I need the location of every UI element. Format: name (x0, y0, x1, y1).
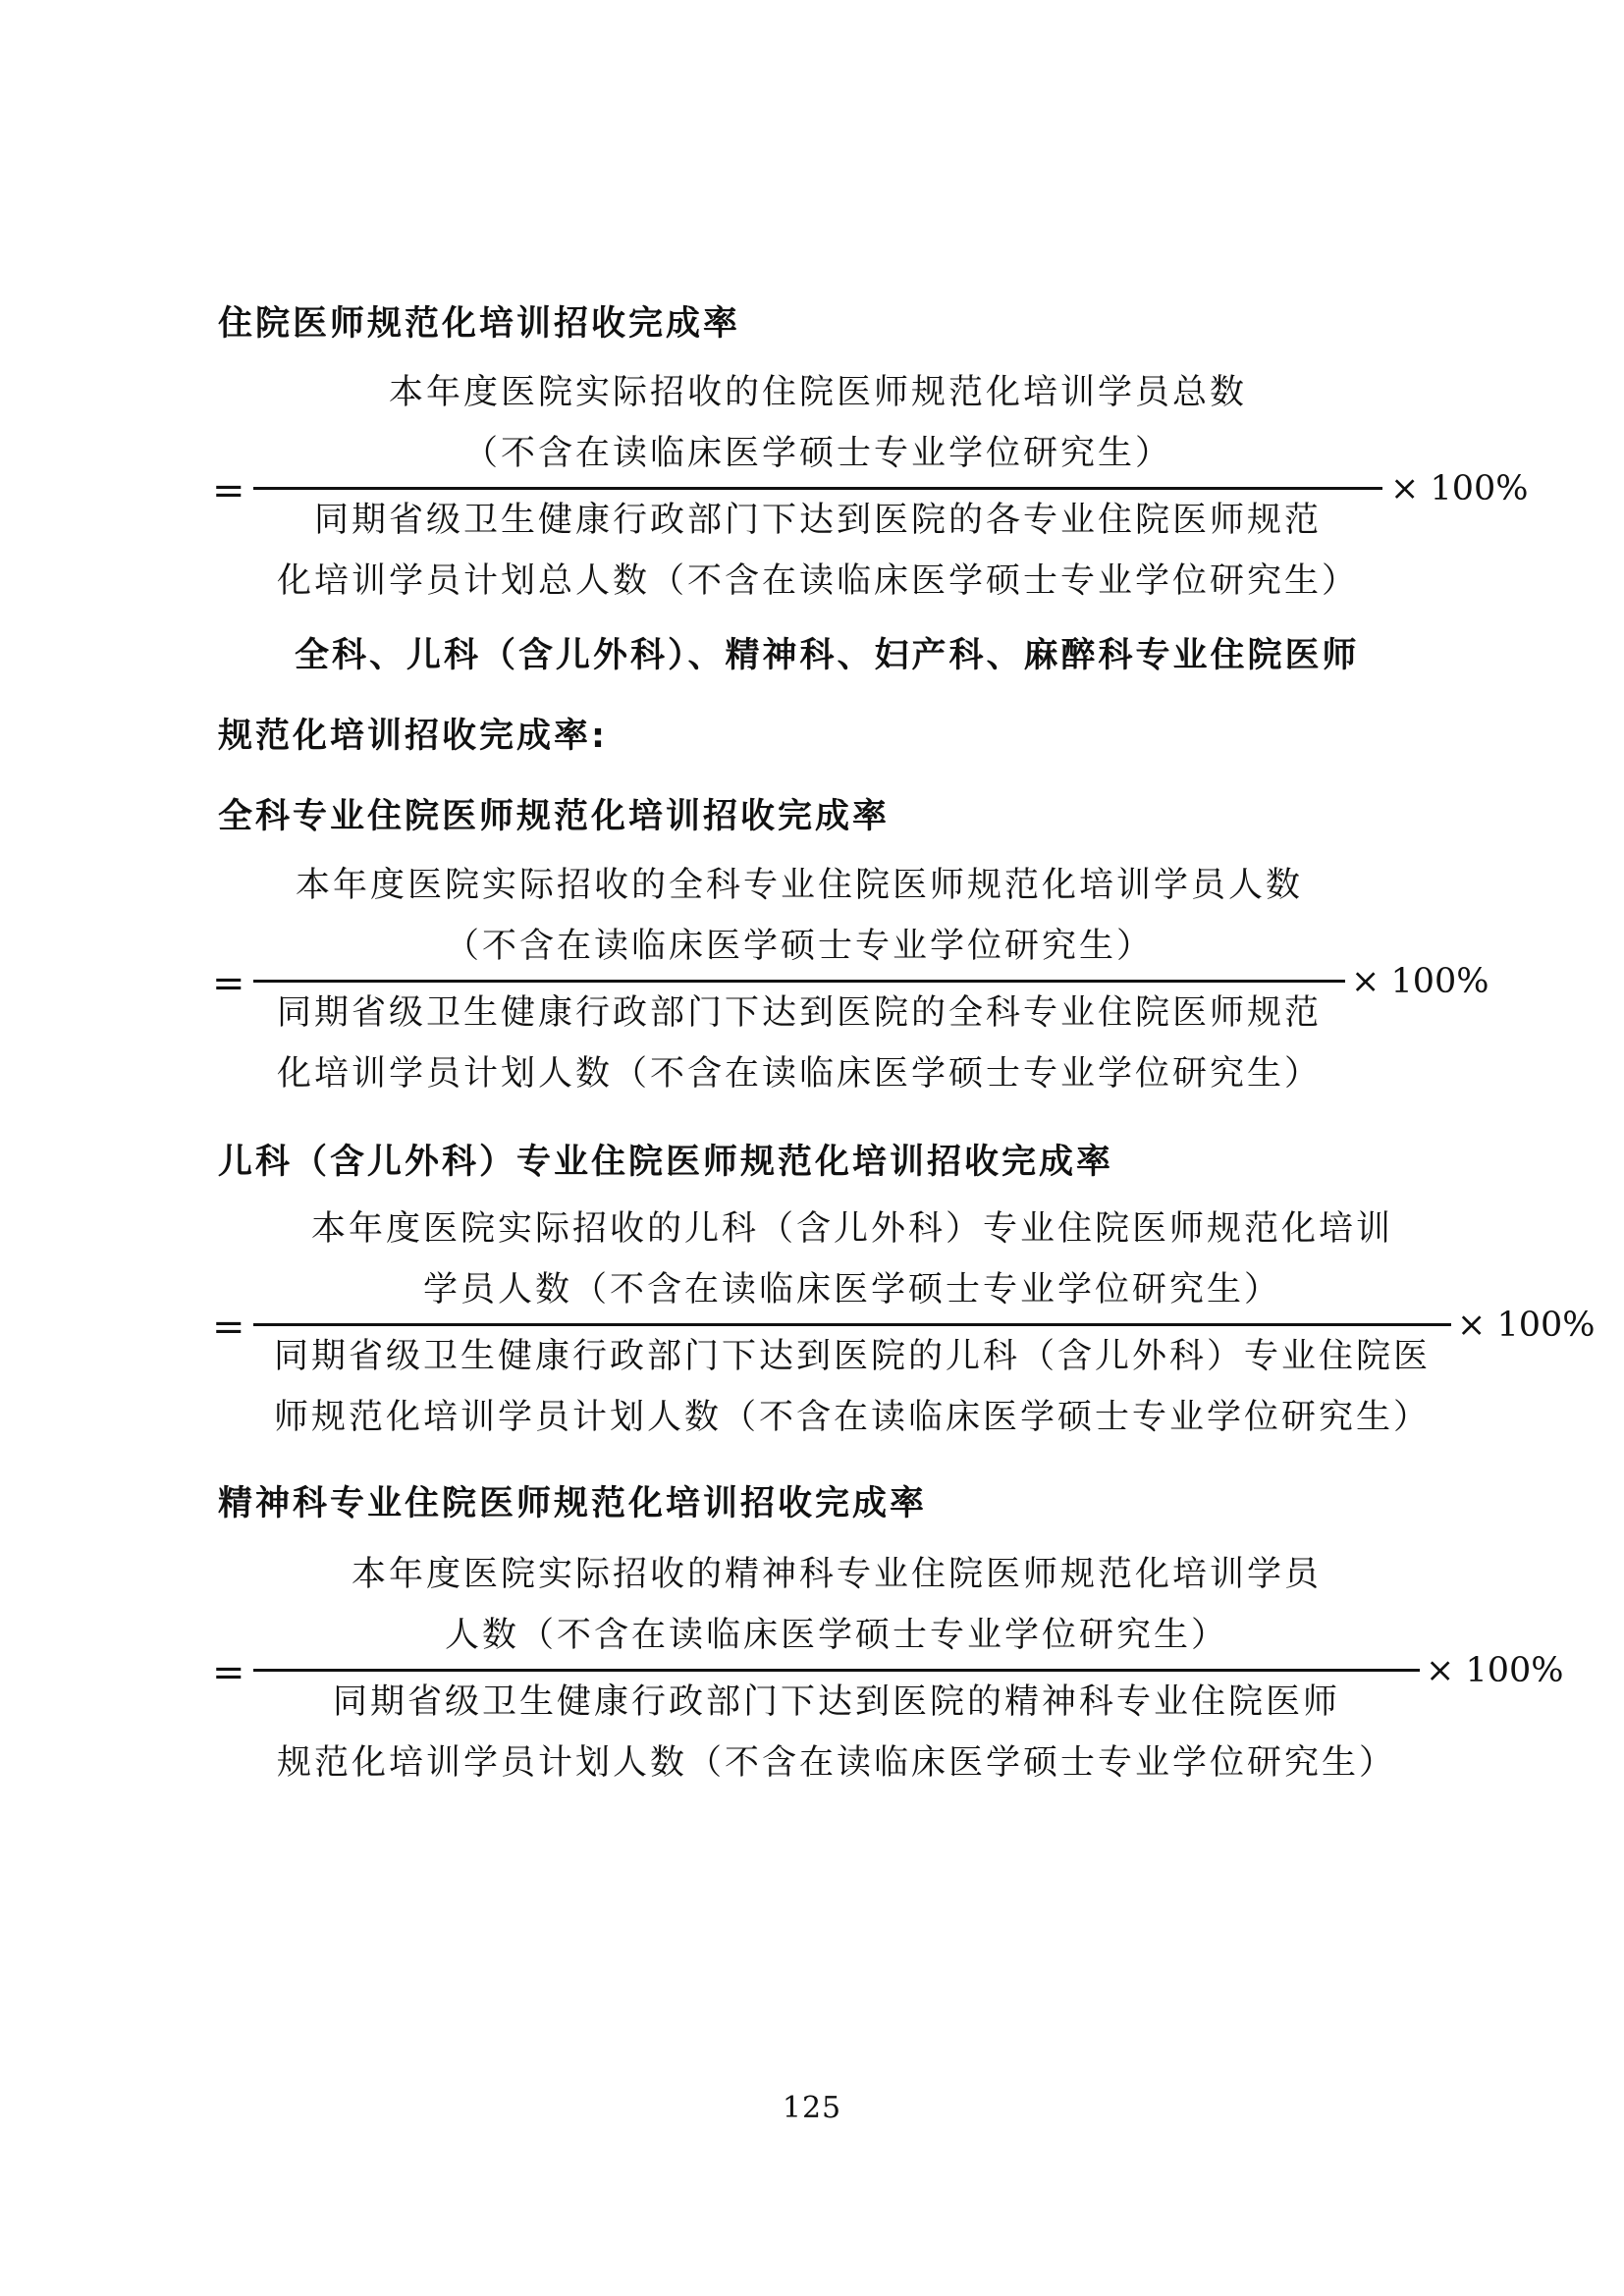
numerator-line: （不含在读临床医学硕士专业学位研究生） (444, 927, 1154, 966)
numerator-line: （不含在读临床医学硕士专业学位研究生） (462, 434, 1172, 473)
numerator-line: 学员人数（不含在读临床医学硕士专业学位研究生） (422, 1270, 1281, 1309)
denominator-line: 化培训学员计划人数（不含在读临床医学硕士专业学位研究生） (276, 1054, 1322, 1094)
equals-sign: = (212, 468, 245, 513)
fraction-bar (253, 1323, 1451, 1326)
denominator-line: 同期省级卫生健康行政部门下达到医院的儿科（含儿外科）专业住院医 (273, 1337, 1431, 1376)
section-heading: 精神科专业住院医师规范化培训招收完成率 (218, 1484, 928, 1523)
equals-sign: = (212, 1650, 245, 1695)
denominator-line: 同期省级卫生健康行政部门下达到医院的精神科专业住院医师 (332, 1682, 1340, 1722)
section-heading: 儿科（含儿外科）专业住院医师规范化培训招收完成率 (218, 1143, 1114, 1182)
section-heading: 全科专业住院医师规范化培训招收完成率 (218, 797, 891, 836)
denominator-line: 师规范化培训学员计划人数（不含在读临床医学硕士专业学位研究生） (273, 1398, 1431, 1437)
denominator-line: 同期省级卫生健康行政部门下达到医院的全科专业住院医师规范 (276, 993, 1322, 1033)
equals-sign: = (212, 961, 245, 1006)
page-number: 125 (782, 2091, 842, 2125)
numerator-line: 人数（不含在读临床医学硕士专业学位研究生） (444, 1616, 1228, 1655)
group-heading-line: 规范化培训招收完成率: (218, 717, 608, 756)
denominator-line: 同期省级卫生健康行政部门下达到医院的各专业住院医师规范 (313, 501, 1322, 540)
section-heading: 住院医师规范化培训招收完成率 (218, 304, 741, 344)
fraction-bar (253, 980, 1345, 983)
fraction-bar (253, 487, 1382, 490)
multiplier: × 100% (1390, 469, 1529, 508)
denominator-line: 规范化培训学员计划人数（不含在读临床医学硕士专业学位研究生） (276, 1743, 1396, 1783)
equals-sign: = (212, 1305, 245, 1350)
fraction-bar (253, 1669, 1420, 1672)
multiplier: × 100% (1457, 1306, 1596, 1345)
multiplier: × 100% (1426, 1651, 1564, 1690)
numerator-line: 本年度医院实际招收的儿科（含儿外科）专业住院医师规范化培训 (310, 1209, 1393, 1249)
numerator-line: 本年度医院实际招收的全科专业住院医师规范化培训学员人数 (295, 866, 1303, 905)
numerator-line: 本年度医院实际招收的精神科专业住院医师规范化培训学员 (351, 1555, 1322, 1594)
group-heading-line: 全科、儿科（含儿外科）、精神科、妇产科、麻醉科专业住院医师 (295, 636, 1360, 675)
multiplier: × 100% (1351, 962, 1489, 1001)
numerator-line: 本年度医院实际招收的住院医师规范化培训学员总数 (388, 373, 1247, 412)
denominator-line: 化培训学员计划总人数（不含在读临床医学硕士专业学位研究生） (276, 561, 1359, 601)
